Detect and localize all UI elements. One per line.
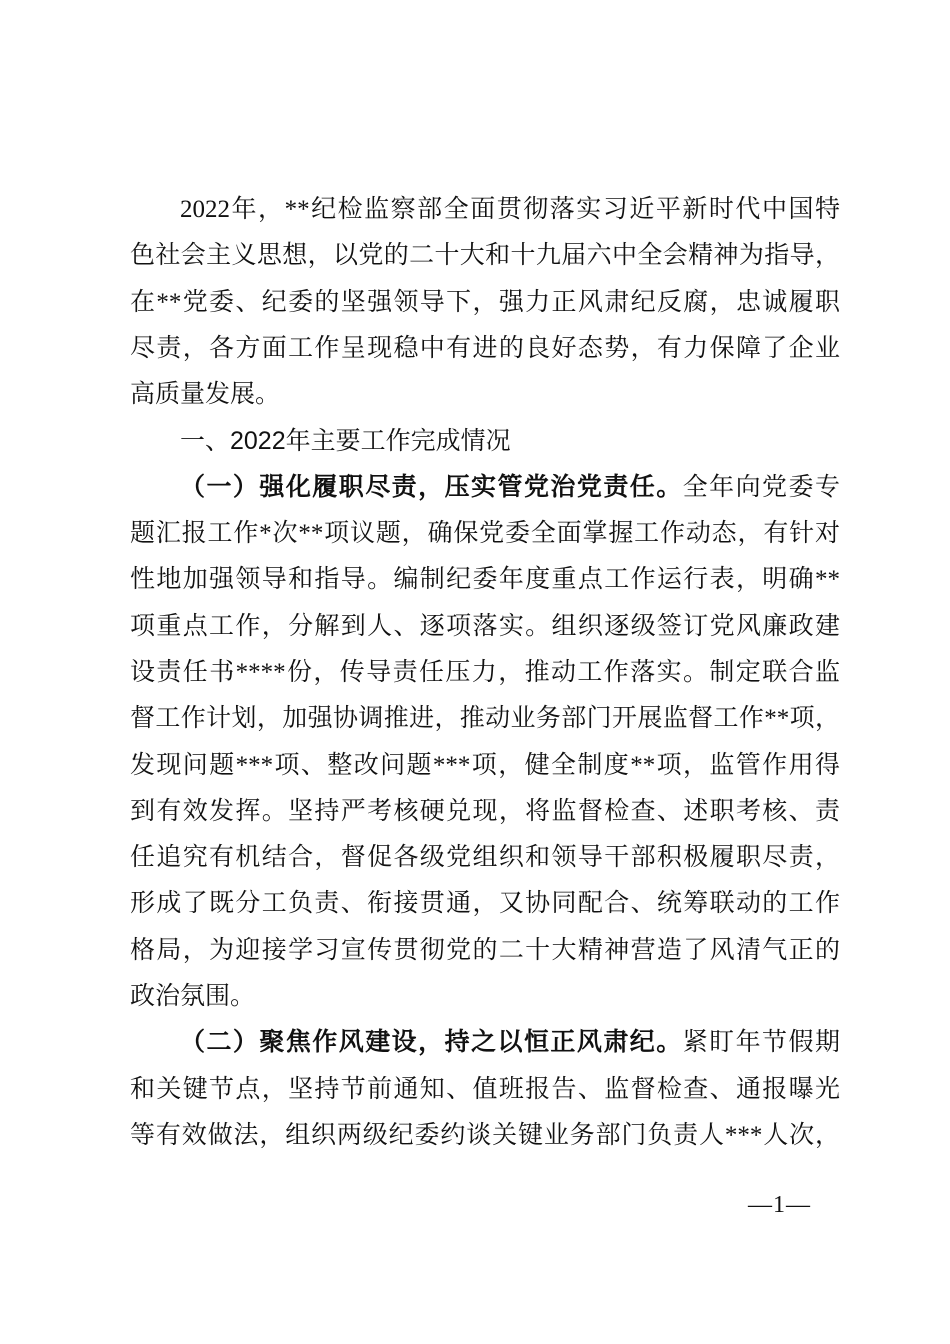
text-line xyxy=(130,743,840,789)
text-line xyxy=(130,789,840,835)
line-text: 题汇报工作*次**项议题，确保党委全面掌握工作动态，有针对 xyxy=(130,520,840,548)
line-text: 到有效发挥。坚持严考核硬兑现，将监督检查、述职考核、责 xyxy=(130,797,840,825)
text-line xyxy=(130,511,840,557)
paragraph-last-line xyxy=(130,974,840,1020)
subsection-heading: （一）强化履职尽责，压实管党治党责任。 xyxy=(180,473,683,501)
text-line xyxy=(130,928,840,974)
paragraph-first-line xyxy=(130,1020,840,1066)
line-text: 在**党委、纪委的坚强领导下，强力正风肃纪反腐，忠诚履职 xyxy=(130,288,840,316)
document-body xyxy=(130,187,840,1159)
text-line xyxy=(130,604,840,650)
text-line xyxy=(130,696,840,742)
line-text: 尽责，各方面工作呈现稳中有进的良好态势，有力保障了企业 xyxy=(130,334,840,362)
line-text: 项重点工作，分解到人、逐项落实。组织逐级签订党风廉政建 xyxy=(130,612,840,640)
line-text: 督工作计划，加强协调推进，推动业务部门开展监督工作**项， xyxy=(130,705,840,733)
subsection-heading: （二）聚焦作风建设，持之以恒正风肃纪。 xyxy=(180,1029,683,1057)
section-heading xyxy=(130,418,840,464)
text-line xyxy=(130,1113,840,1159)
line-text: 形成了既分工负责、衔接贯通，又协同配合、统筹联动的工作 xyxy=(130,890,840,918)
line-text: 格局，为迎接学习宣传贯彻党的二十大精神营造了风清气正的 xyxy=(130,936,840,964)
text-line xyxy=(130,326,840,372)
text-line xyxy=(130,835,840,881)
line-text: 发现问题***项、整改问题***项，健全制度**项，监管作用得 xyxy=(130,751,840,779)
line-text: 设责任书****份，传导责任压力，推动工作落实。制定联合监 xyxy=(130,658,840,686)
text-line xyxy=(130,881,840,927)
text-line xyxy=(130,280,840,326)
line-text: 任追究有机结合，督促各级党组织和领导干部积极履职尽责， xyxy=(130,844,840,872)
paragraph-first-line xyxy=(130,187,840,233)
text-line xyxy=(130,233,840,279)
line-text: 全年向党委专 xyxy=(682,473,840,501)
line-text: 一、2022年主要工作完成情况 xyxy=(180,427,511,456)
line-text: 2022年，**纪检监察部全面贯彻落实习近平新时代中国特 xyxy=(180,196,840,223)
text-line xyxy=(130,650,840,696)
line-text: 紧盯年节假期 xyxy=(682,1029,840,1057)
line-text: 色社会主义思想，以党的二十大和十九届六中全会精神为指导， xyxy=(130,242,840,270)
text-line xyxy=(130,1067,840,1113)
paragraph-last-line xyxy=(130,372,840,418)
paragraph-first-line xyxy=(130,465,840,511)
page-number: —1— xyxy=(748,1192,811,1218)
line-text: 和关键节点，坚持节前通知、值班报告、监督检查、通报曝光 xyxy=(130,1075,840,1103)
line-text: 高质量发展。 xyxy=(130,381,281,409)
line-text: 政治氛围。 xyxy=(130,983,256,1011)
text-line xyxy=(130,557,840,603)
line-text: 等有效做法，组织两级纪委约谈关键业务部门负责人***人次， xyxy=(130,1121,840,1149)
line-text: 性地加强领导和指导。编制纪委年度重点工作运行表，明确** xyxy=(130,566,840,594)
